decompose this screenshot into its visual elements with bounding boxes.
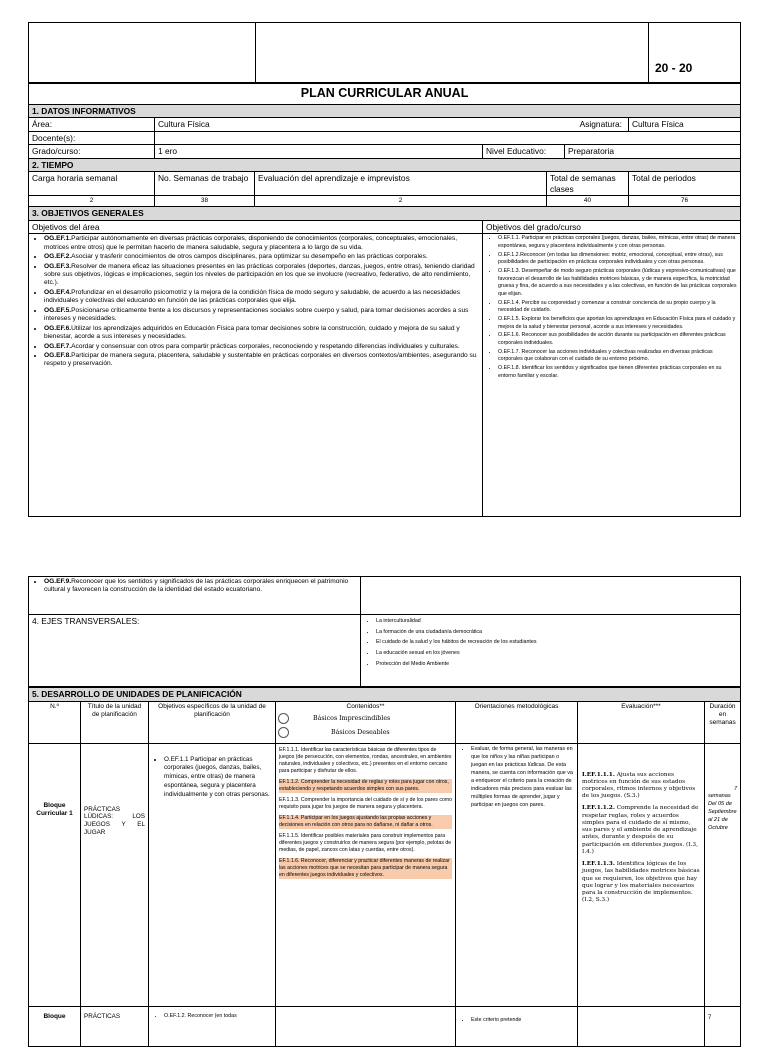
area-objective: • OG.EF.4.Profundizar en el desarrollo psicomotriz y la mejora de la condición física de modo seguro y saludable, de acuerdo a las necesidades individuales y colectivas del educando en función de las prácticas corporales que elija. [44,289,479,306]
area-objective-9: • OG.EF.9.Reconocer que los sentidos y significados de las prácticas corporales enriquecen el patrimonio cultural y favorecen la construcción de la identidad del estado ecuatoriano. [44,578,357,595]
unit-title-1: PRÁCTICAS LÚDICAS: LOS JUEGOS Y EL JUGAR [81,743,149,1006]
eje-item: • La interculturalidad [376,618,737,626]
area-objective: • OG.EF.8.Participar de manera segura, placentera, saludable y sustentable en prácticas corporales en diversos contextos/ambientes, asegurando su respeto y preservación. [44,352,479,369]
page-1 [28,22,740,517]
page-title: PLAN CURRICULAR ANUAL [29,84,741,105]
tiempo-header-3: Total de semanas clases [547,172,629,196]
grado-objective: • O.EF.1.6. Reconocer sus posibilidades de acción durante su participación en diferentes prácticas corporales individuales. [498,332,737,347]
asignatura-value: Cultura Física [629,118,741,132]
evaluacion-cell-1 [578,743,705,1006]
logo-cell [29,23,256,83]
eje-item: • El cuidado de la salud y los hábitos de recreación de los estudiantes [376,639,737,647]
bloque-1: Bloque Curricular 1 [29,743,81,1006]
unit-objective-1: • O.EF.1.1 Participar en prácticas corporales (juegos, danzas, bailes, mímicas, entre otras) de manera espontánea, segura y placentera individualmente y con otras personas. [149,743,276,1006]
orientacion-cell-2: • Este criterio pretende [456,1006,578,1046]
contenidos-cell-1 [276,743,456,1006]
section-objetivos: 3. OBJETIVOS GENERALES [29,207,741,221]
basicos-deseables-label: Básicos Deseables [331,728,390,736]
header-middle-cell [256,23,649,83]
tiempo-header-2: Evaluación del aprendizaje e imprevistos [255,172,547,196]
tiempo-header-4: Total de periodos [629,172,741,196]
docente-label: Docente(s): [29,131,155,145]
desarrollo-table [28,687,741,1047]
tiempo-value-4: 76 [629,196,741,207]
area-objective: • OG.EF.3.Resolver de manera eficaz las situaciones presentes en las prácticas corporales (deportes, danzas, juegos, entre otras), teniendo claridad sobre sus objetivos, lógicas e implicaciones, según los niveles de participación en los que se involucre (recreativo, federativo, de alto rendimiento, etc.). [44,263,479,288]
objetivos-area-header: Objetivos del área [29,220,483,234]
contenido-item: EF.1.1.5. Identificar posibles materiales para construir implementos para diferentes juegos y construirlos de manera segura (por ejemplo, pelotas de medias, de papel, zancos con latas y cuerdas, entre otros). [279,832,452,853]
area-objective: • OG.EF.2.Asociar y trasferir conocimientos de otros campos disciplinares, para optimizar su desempeño en las prácticas corporales. [44,253,479,261]
tiempo-header-0: Carga horaria semanal [29,172,155,196]
grado-value: 1 ero [155,145,483,159]
grado-label: Grado/curso: [29,145,155,159]
school-year: 20 - 20 [649,23,741,83]
grado-objective: • O.EF.1.5. Explorar los beneficios que aportan los aprendizajes en Educación Física para el cuidado y mejora de la salud y bienestar personal, acorde a sus intereses y necesidades. [498,316,737,331]
indicador: I.EF.1.1.2. Comprende la necesidad de respetar reglas, roles y acuerdos simples para el cuidado de sí mismo, sus pares y el ambiente de aprendizaje antes, durante y después de su participación en diferentes juegos. (I.3, I.4.) [582,805,699,855]
docente-value [155,131,741,145]
ejes-cell [361,615,741,687]
col-header-titulo: Título de la unidad de planificación [81,701,149,743]
eje-item: • La educación sexual en los jóvenes [376,650,737,658]
duracion-number: 7 [733,785,738,792]
nivel-label: Nivel Educativo: [483,145,565,159]
duracion-text: semanas Del 05 de Septiembre al 21 de Octubre [708,793,737,831]
indicador: I.EF.1.1.1. Ajusta sus acciones motrices en función de sus estados corporales, ritmos internos y objetivos de los juegos. (S.3.) [582,771,696,800]
bloque-2: Bloque [29,1006,81,1046]
unit-objective-2: • O.EF.1.2. Reconocer (en todas [149,1006,276,1046]
grado-objective: • O.EF.1.7. Reconocer las acciones individuales y colectivas realizadas en diversas prácticas corporales que colaboran con el cuidado de su entorno próximo. [498,349,737,364]
tiempo-value-3: 40 [547,196,629,207]
indicador: I.EF.1.1.3. Identifica lógicas de los juegos, las habilidades motrices básicas que se requieren, los objetivos que hay que lograr y los materiales necesarios para la construcción de implementos. (I.2, S.3.) [582,861,700,904]
grado-objective: • O.EF.1.2.Reconocer (en todas las dimensiones: motriz, emocional, conceptual, entre otras), sus posibilidades de participación en prácticas corporales individuales y con otras personas. [498,252,737,267]
section-tiempo: 2. TIEMPO [29,158,741,172]
area-objective: • OG.EF.5.Posicionarse críticamente frente a los discursos y representaciones sociales sobre cuerpo y salud, para tomar decisiones acordes a sus intereses y necesidades. [44,307,479,324]
col-header-duracion: Duración en semanas [705,701,741,743]
og9-cell [29,577,361,615]
area-objective: • OG.EF.6.Utilizar los aprendizajes adquiridos en Educación Física para tomar decisiones sobre la construcción, cuidado y mejora de su salud y bienestar, acorde a sus intereses y necesidades. [44,325,479,342]
radio-icon[interactable] [278,727,289,738]
col-header-contenidos: Contenidos** Básicos Imprescindibles Básicos Deseables [276,701,456,743]
objetivos-area-cell [29,234,483,517]
page-2 [28,576,740,1047]
area-value: Cultura Física [155,118,547,132]
section-datos: 1. DATOS INFORMATIVOS [29,104,741,118]
area-objective: • OG.EF.7.Acordar y consensuar con otros para compartir prácticas corporales, reconociendo y respetando diferencias individuales y culturales. [44,343,479,351]
col-header-evaluacion: Evaluación*** [578,701,705,743]
objetivos-area-list [32,235,479,369]
grado-objective: • O.EF.1.4. Percibir su corporeidad y comenzar a construir conciencia de su propio cuerpo y la necesidad de cuidarlo. [498,300,737,315]
tiempo-value-1: 38 [155,196,255,207]
tiempo-value-0: 2 [29,196,155,207]
col-header-n: N.º [29,701,81,743]
tiempo-value-2: 2 [255,196,547,207]
nivel-value: Preparatoria [565,145,741,159]
area-objective: • OG.EF.1.Participar autónomamente en diversas prácticas corporales, disponiendo de conocimientos (corporales, conceptuales, emocionales, motrices entre otros) que le permitan hacerlo de manera saludable, segura y placentera a lo largo de su vida. [44,235,479,252]
og9-right-cell [361,577,741,615]
page2-top-table [28,576,741,687]
contenido-item: EF.1.1.3. Comprender la importancia del cuidado de sí y de los pares como requisito para jugar los juegos de manera segura y placentera. [279,796,453,810]
grado-objective: • O.EF.1.8. Identificar los sentidos y significados que tienen diferentes prácticas corporales en su entorno familiar y escolar. [498,365,737,380]
duracion-cell-2: 7 [705,1006,741,1046]
radio-icon[interactable] [278,713,289,724]
objetivos-grado-header: Objetivos del grado/curso [483,220,741,234]
asignatura-label: Asignatura: [547,118,629,132]
section-desarrollo: 5. DESARROLLO DE UNIDADES DE PLANIFICACIÓN [29,688,741,702]
duracion-cell-1 [705,743,741,1006]
col-header-objetivos: Objetivos específicos de la unidad de planificación [149,701,276,743]
eje-item: • Protección del Medio Ambiente [376,661,737,669]
tiempo-header-1: No. Semanas de trabajo [155,172,255,196]
contenido-item: EF.1.1.1. Identificar las características básicas de diferentes tipos de juegos (de persecución, con elementos, rondas, ancestrales, en ambientes naturales, individuales y colectivos, etc.) presentes en el entorno cercano para participar y disfrutar de ellos. [279,746,452,774]
contenido-item: EF.1.1.6. Reconocer, diferenciar y practicar diferentes maneras de realizar las acciones motrices que se necesitan para participar de manera segura en diferentes juegos individuales y colectivos. [279,858,452,879]
ejes-label: 4. EJES TRANSVERSALES: [29,615,361,687]
eje-item: • La formación de una ciudadanía democrática [376,629,737,637]
contenido-item: EF.1.1.4. Participar en los juegos ajustando las propias acciones y decisiones en relación con otros para no dañarse, ni dañar a otros. [279,815,452,829]
grado-objective: • O.EF.1.3. Desempeñar de modo seguro prácticas corporales (lúdicas y expresivo-comunicativas) que favorezcan el desarrollo de las habilidades motrices básicas, y de manera específica, la motricidad gruesa y fina, de acuerdo a sus necesidades y a las colectivas, en función de las prácticas corporales que elijan. [498,268,737,299]
unit-title-2: PRÁCTICAS [81,1006,149,1046]
grado-objective: • O.EF.1.1. Participar en prácticas corporales (juegos, danzas, bailes, mímicas, entre otras) de manera espontánea, segura y placentera individualmente y con otras personas. [498,235,737,250]
main-table [28,83,741,517]
objetivos-grado-list [486,235,737,380]
contenido-item: EF.1.1.2. Comprender la necesidad de reglas y roles para jugar con otros, estableciendo y respetando acuerdos simples con sus pares. [279,779,452,793]
header-table [28,22,741,83]
col-header-orientaciones: Orientaciones metodológicas [456,701,578,743]
evaluacion-cell-2 [578,1006,705,1046]
contenidos-cell-2 [276,1006,456,1046]
objetivos-grado-cell [483,234,741,517]
area-label: Área: [29,118,155,132]
orientacion-cell-1: • Evaluar, de forma general, las maneras en que los niños y las niñas participan o juegan en las prácticas lúdicas. De esta manera, se cuenta con información que va a enriquecer el criterio para la creación de indicadores más precisos para evaluar las múltiples formas de aprender, jugar y participar en juegos con pares. [456,743,578,1006]
basicos-imprescindibles-label: Básicos Imprescindibles [313,714,391,722]
